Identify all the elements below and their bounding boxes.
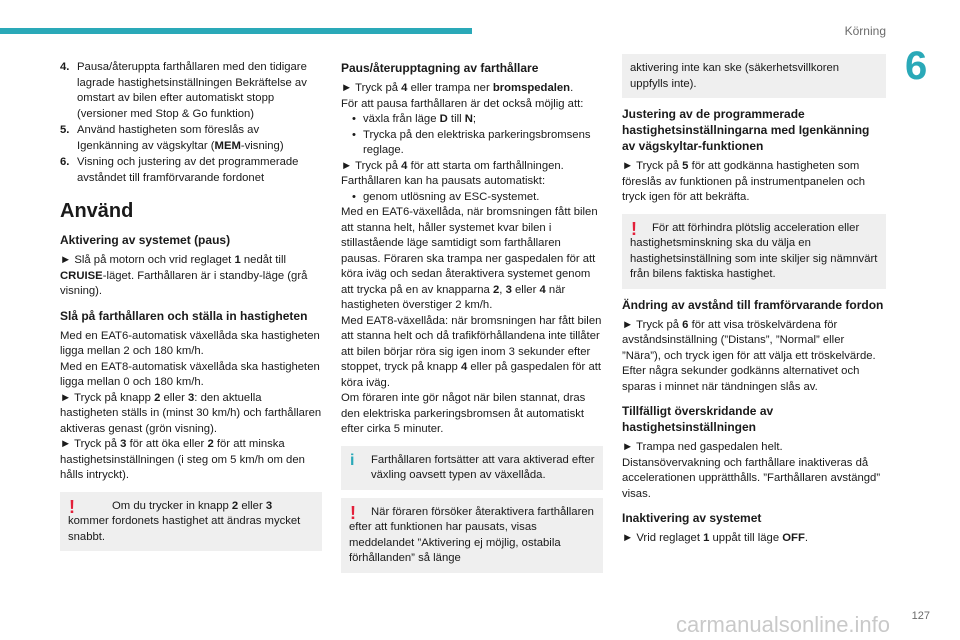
paragraph: För att pausa farthållaren är det också möjlig att: [341, 97, 584, 110]
heading-distance: Ändring av avstånd till framförvarande fordon [622, 297, 884, 312]
chapter-number: 6 [905, 44, 928, 88]
paragraph: Med EAT8-växellåda: när bromsningen har fått bilen att stanna helt och då trafikförhållandena inte tillåter att bilen börjar röra sig igen inom 3 sekunder efter stoppet, tryck på knapp 4 eller på gaspedalen för att köra iväg. [341, 314, 602, 389]
bullet-item: • Trycka på den elektriska parkeringsbromsens reglage. [341, 128, 603, 159]
warning-box: ! Om du trycker in knapp 2 eller 3 kommer fordonets hastighet att ändras mycket snabbt. [60, 492, 322, 552]
info-box: i Farthållaren fortsätter att vara aktiverad efter växling oavsett typen av växellåda. [341, 446, 603, 490]
paragraph: ► Trampa ned gaspedalen helt. [622, 441, 783, 453]
heading-set-speed: Slå på farthållaren och ställa in hastigheten [60, 308, 308, 323]
heading-deactivate: Inaktivering av systemet [622, 511, 762, 525]
warning-box-continued: aktivering inte kan ske (säkerhetsvillkoren uppfylls inte). [622, 54, 886, 98]
heading-adjust-speed: Justering av de programmerade hastighetsinställningarna med Igenkänning av vägskyltar-funktionen [622, 107, 870, 153]
heading-activation: Aktivering av systemet (paus) [60, 233, 231, 247]
paragraph: Distansövervakning och farthållare inaktiveras då accelerationen upprätthålls. ”Farthållaren avstängd” visas. [622, 456, 881, 500]
header-accent-bar [0, 28, 472, 34]
heading-pause-resume: Paus/återupptagning av farthållare [341, 61, 539, 75]
paragraph: Farthållaren kan ha pausats automatiskt: [341, 175, 546, 187]
paragraph: ► Tryck på knapp 2 eller 3: den aktuella hastigheten ställs in (minst 30 km/h) och farthållaren aktiveras genast (grön visning). [60, 391, 322, 435]
column-1 [60, 60, 322, 559]
warning-icon: ! [350, 502, 356, 523]
column-2 [341, 60, 603, 581]
heading-use: Använd [60, 200, 134, 222]
page-number: 127 [911, 610, 930, 622]
paragraph: ► Tryck på 4 för att starta om farthållningen. [341, 159, 564, 172]
paragraph: ► Tryck på 4 eller trampa ner bromspedalen. [341, 82, 574, 94]
watermark: carmanualsonline.info [676, 612, 891, 637]
section-title: Körning [844, 24, 886, 38]
warning-icon: ! [631, 218, 637, 239]
bullet-item: • växla från läge D till N; [341, 112, 603, 128]
paragraph: Med en EAT6-automatisk växellåda ska hastigheten ligga mellan 2 och 180 km/h. [60, 329, 320, 357]
warning-box: ! För att förhindra plötslig acceleration eller hastighetsminskning ska du välja en hastighetsinställning som inte skiljer sig nämnvärt från bilens faktiska hastighet. [622, 214, 886, 289]
paragraph: Om föraren inte gör något när bilen stannat, dras den elektriska parkeringsbromsen åt automatiskt efter cirka 5 minuter. [341, 392, 586, 435]
column-3 [622, 60, 886, 547]
paragraph: ► Vrid reglaget 1 uppåt till läge OFF. [622, 532, 808, 544]
paragraph: ► Tryck på 6 för att visa tröskelvärdena för avståndsinställning (”Distans”, ”Normal” eller ”Nära”), och tryck igen för att välja ett tröskelvärde. [622, 318, 876, 362]
paragraph: Med en EAT6-växellåda, när bromsningen fått bilen att stanna helt, håller systemet kvar bilen i stillastående läge samtidigt som farthållaren pausas. Föraren ska trampa ner gaspedalen för att köra iväg och sedan återaktivera systemet genom att trycka på en av knapparna 2, 3 eller 4 när hastigheten överstiger 2 km/h. [341, 206, 598, 311]
info-icon: i [350, 451, 355, 469]
list-item: 4. Pausa/återuppta farthållaren med den tidigare lagrade hastighetsinställningen Bekräftelse av omstart av bilen efter automatiskt stopp (versioner med Stop & Go funktion) [60, 61, 307, 120]
list-item: 6. Visning och justering av det programmerade avståndet till framförvarande fordonet [60, 156, 299, 184]
heading-exceed: Tillfälligt överskridande av hastighetsinställningen [622, 404, 774, 434]
paragraph: ► Tryck på 3 för att öka eller 2 för att minska hastighetsinställningen (i steg om 5 km/h om den hålls intryckt). [60, 438, 305, 481]
bullet-item: • genom utlösning av ESC-systemet. [341, 190, 603, 206]
warning-box: ! När föraren försöker återaktivera farthållaren efter att funktionen har pausats, visas meddelandet ”Aktivering ej möjlig, ostabila förhållanden” så länge [341, 498, 603, 573]
list-item: 5. Använd hastigheten som föreslås av Igenkänning av vägskyltar (MEM-visning) [60, 124, 284, 152]
paragraph: ► Tryck på 5 för att godkänna hastigheten som föreslås av funktionen på instrumentpanelen och tryck igen för att bekräfta. [622, 160, 866, 203]
paragraph: Med en EAT8-automatisk växellåda ska hastigheten ligga mellan 0 och 180 km/h. [60, 360, 320, 388]
paragraph: Efter några sekunder godkänns alternativet och sparas i minnet när tändningen slås av. [622, 365, 860, 393]
paragraph: ► Slå på motorn och vrid reglaget 1 nedåt till CRUISE-läget. Farthållaren är i standby-läge (grå visning). [60, 254, 308, 297]
warning-icon: ! [69, 496, 75, 517]
